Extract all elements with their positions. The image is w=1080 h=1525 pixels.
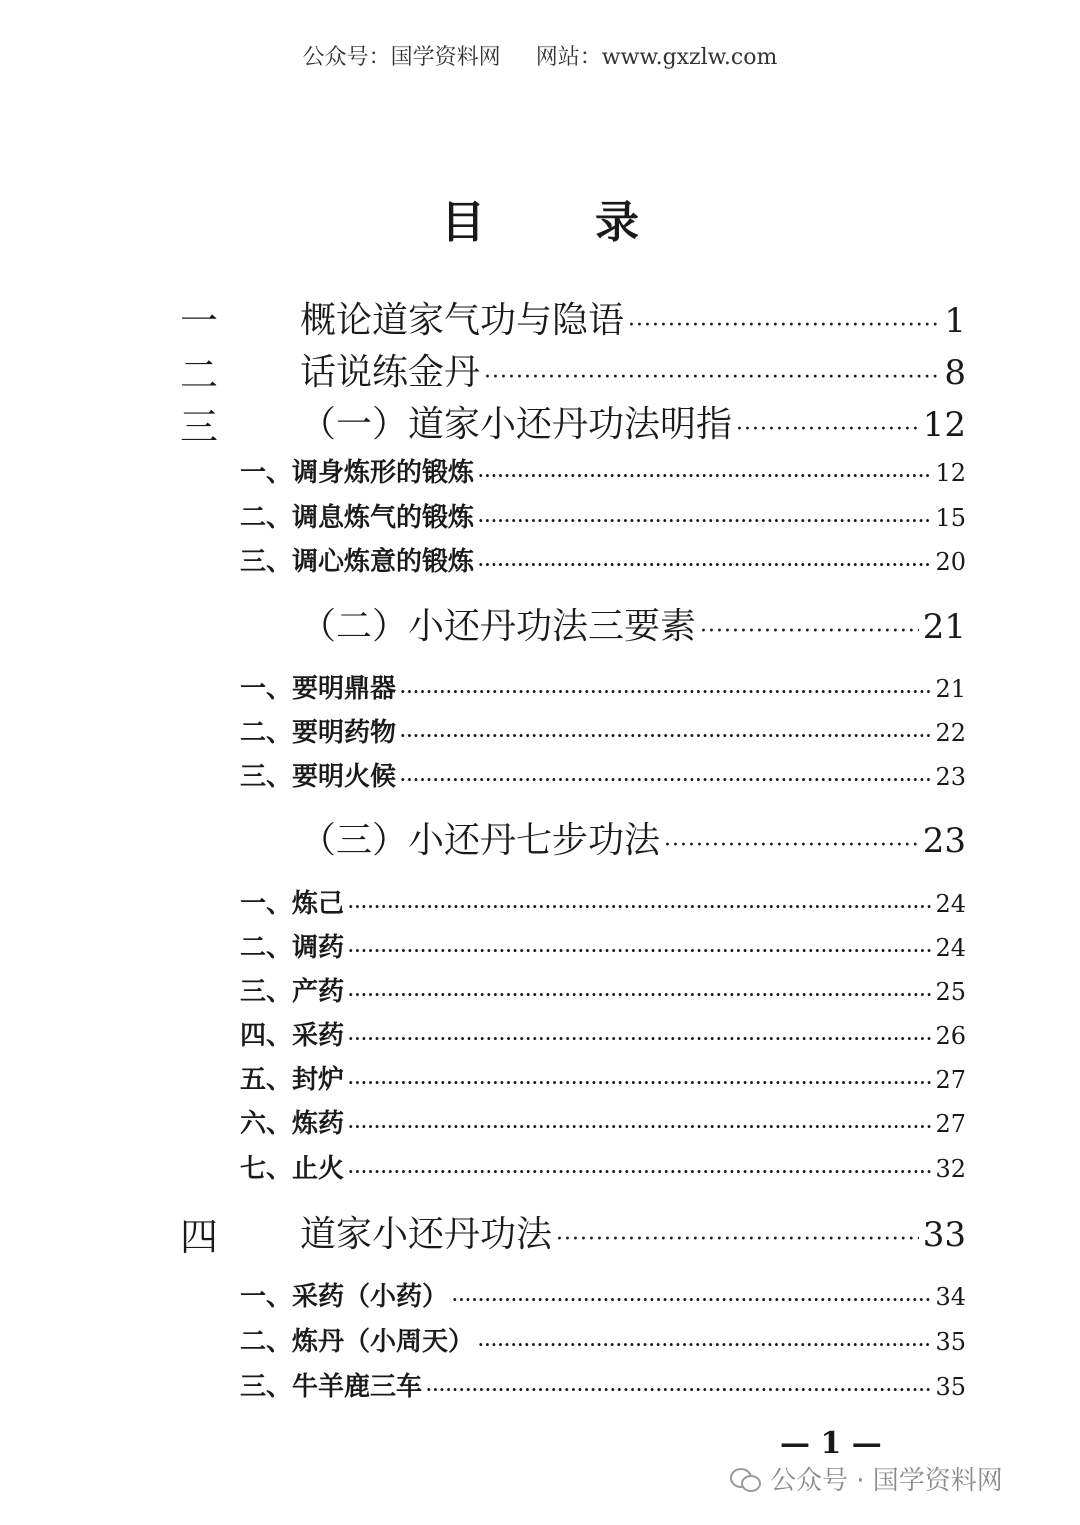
dot-leader (628, 313, 940, 338)
dot-leader (736, 417, 919, 442)
toc-entry[interactable] (240, 883, 966, 920)
wechat-icon (730, 1466, 760, 1492)
toc-section[interactable] (300, 598, 966, 649)
dot-leader (348, 1073, 931, 1092)
toc-entry-page: 34 (935, 1283, 966, 1311)
toc-entry-page: 1 (944, 301, 966, 341)
toc-entry-label: 四、采药 (240, 1021, 345, 1051)
chapter-numeral: 四 (180, 1215, 219, 1259)
toc-entry-label: 三、调心炼意的锻炼 (240, 547, 475, 577)
toc-entry-page: 23 (935, 763, 966, 791)
dot-leader (400, 682, 931, 701)
toc-entry[interactable] (300, 396, 966, 447)
dot-leader (478, 511, 931, 530)
toc-entry[interactable] (240, 1103, 966, 1140)
toc-entry[interactable] (240, 1321, 966, 1358)
toc-entry-label: 概论道家气功与隐语 (300, 300, 625, 341)
toc-entry-page: 26 (935, 1022, 966, 1050)
toc-entry[interactable] (240, 1276, 966, 1313)
toc-entry[interactable] (240, 1059, 966, 1096)
toc-entry[interactable] (240, 756, 966, 793)
toc-entry-page: 15 (935, 504, 966, 532)
toc-entry-page: 24 (935, 890, 966, 918)
toc-entry-label: 三、产药 (240, 977, 345, 1007)
dot-leader (700, 619, 919, 644)
toc-entry-label: 三、要明火候 (240, 762, 397, 792)
dot-leader (348, 941, 931, 960)
dot-leader (478, 555, 931, 574)
toc-entry[interactable] (240, 1015, 966, 1052)
dot-leader (478, 1335, 931, 1354)
dot-leader (348, 1029, 931, 1048)
toc-entry[interactable] (240, 497, 966, 534)
chapter-numeral: 一 (180, 299, 219, 343)
toc-entry-page: 22 (935, 719, 966, 747)
toc-entry-page: 35 (935, 1328, 966, 1356)
dot-leader (400, 726, 931, 745)
page-title (0, 186, 1080, 250)
toc-entry-page: 27 (935, 1066, 966, 1094)
dot-leader (484, 365, 940, 390)
toc-entry-page: 35 (935, 1373, 966, 1401)
toc-entry-label: 道家小还丹功法 (300, 1214, 553, 1255)
toc-entry-label: 二、调药 (240, 933, 345, 963)
toc-entry-page: 20 (935, 548, 966, 576)
toc-entry-label: 三、牛羊鹿三车 (240, 1372, 423, 1402)
toc-entry-label: 一、调身炼形的锻炼 (240, 458, 475, 488)
toc-entry-label: 六、炼药 (240, 1109, 345, 1139)
toc-entry-page: 25 (935, 978, 966, 1006)
header-account: 公众号：国学资料网 (302, 45, 501, 70)
page-number: — 1 — (780, 1426, 882, 1461)
toc-entry-page: 12 (922, 405, 966, 445)
toc-entry[interactable] (240, 927, 966, 964)
toc-entry-label: 一、炼己 (240, 889, 345, 919)
toc-entry[interactable] (240, 1148, 966, 1185)
toc-entry[interactable] (240, 971, 966, 1008)
dot-leader (452, 1290, 931, 1309)
watermark-text: 公众号 · 国学资料网 (770, 1466, 1003, 1496)
toc-entry-label: 二、炼丹（小周天） (240, 1327, 475, 1357)
dot-leader (348, 897, 931, 916)
toc-entry-page: 32 (935, 1155, 966, 1183)
toc-entry-label: 七、止火 (240, 1154, 345, 1184)
dot-leader (348, 985, 931, 1004)
toc-entry-page: 21 (935, 675, 966, 703)
title-char-2: 录 (595, 197, 639, 248)
toc-entry-label: 一、采药（小药） (240, 1282, 449, 1312)
toc-entry-page: 33 (922, 1215, 966, 1255)
watermark (730, 1460, 1003, 1497)
title-char-1: 目 (441, 197, 485, 248)
toc-entry-label: 二、要明药物 (240, 718, 397, 748)
toc-entry-page: 8 (944, 353, 966, 393)
toc-entry[interactable] (240, 712, 966, 749)
toc-entry[interactable] (300, 292, 966, 343)
toc-entry[interactable] (240, 1366, 966, 1403)
toc-entry-label: （三）小还丹七步功法 (300, 820, 661, 861)
chapter-numeral: 三 (180, 405, 219, 449)
toc-entry[interactable] (240, 541, 966, 578)
page-header (0, 40, 1080, 71)
toc-entry-page: 23 (922, 821, 966, 861)
chapter-numeral: 二 (180, 353, 219, 397)
dot-leader (400, 770, 931, 789)
toc-entry-label: 五、封炉 (240, 1065, 345, 1095)
toc-entry-page: 27 (935, 1110, 966, 1138)
toc-entry[interactable] (240, 668, 966, 705)
header-site: 网站：www.gxzlw.com (535, 45, 778, 70)
toc-entry-page: 12 (935, 459, 966, 487)
toc-entry-label: 话说练金丹 (300, 352, 481, 393)
toc-entry[interactable] (300, 344, 966, 395)
dot-leader (426, 1380, 931, 1399)
toc-entry[interactable] (240, 452, 966, 489)
toc-entry-label: 二、调息炼气的锻炼 (240, 503, 475, 533)
toc-section[interactable] (300, 812, 966, 863)
dot-leader (664, 833, 919, 858)
toc-entry-label: 一、要明鼎器 (240, 674, 397, 704)
dot-leader (348, 1117, 931, 1136)
dot-leader (348, 1162, 931, 1181)
toc-entry-page: 21 (922, 607, 966, 647)
toc-entry-label: （二）小还丹功法三要素 (300, 606, 697, 647)
toc-entry[interactable] (300, 1206, 966, 1257)
toc-entry-label: （一）道家小还丹功法明指 (300, 404, 733, 445)
dot-leader (556, 1227, 919, 1252)
dot-leader (478, 466, 931, 485)
toc-entry-page: 24 (935, 934, 966, 962)
